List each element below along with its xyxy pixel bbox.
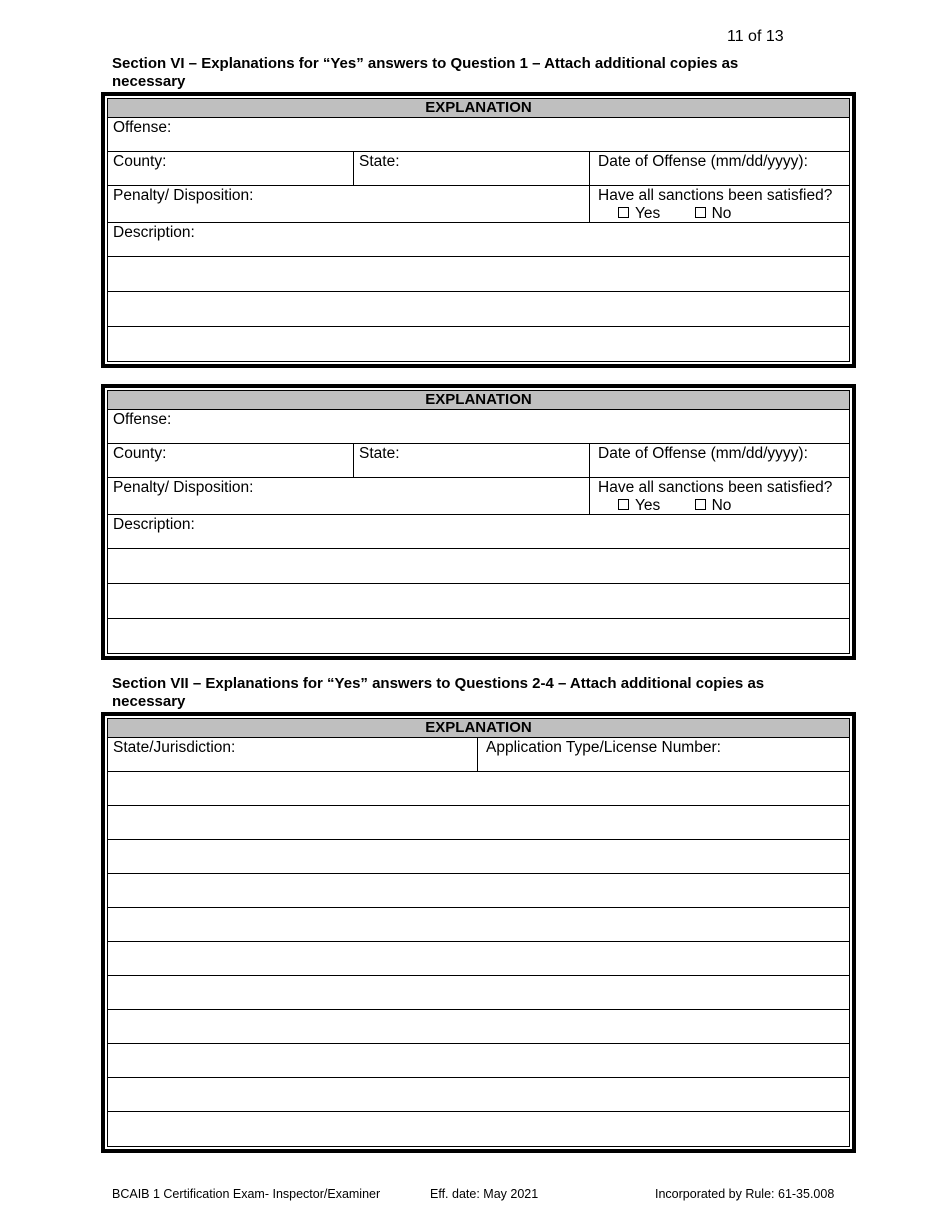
- no-label: No: [711, 205, 732, 222]
- description-label: Description:: [113, 516, 195, 533]
- no-checkbox-icon[interactable]: [695, 207, 706, 218]
- penalty-field[interactable]: [108, 478, 589, 514]
- county-field[interactable]: [108, 152, 353, 185]
- sanctions-label: Have all sanctions been satisfied?: [598, 479, 833, 496]
- yes-label: Yes: [635, 497, 661, 514]
- sanctions-no-option[interactable]: [695, 205, 732, 222]
- explanation-line[interactable]: [108, 840, 849, 873]
- state-label: State:: [359, 445, 400, 462]
- explanation-line[interactable]: [108, 908, 849, 941]
- date-of-offense-label: Date of Offense (mm/dd/yyyy):: [598, 445, 808, 462]
- explanation-header: EXPLANATION: [108, 99, 849, 118]
- description-line[interactable]: [108, 327, 849, 361]
- section-7-title: Section VII – Explanations for “Yes” answers to Questions 2-4 – Attach additional copies as necessary: [112, 675, 765, 710]
- offense-field[interactable]: [108, 410, 849, 443]
- explanation-line[interactable]: [108, 806, 849, 839]
- description-line[interactable]: [108, 549, 849, 583]
- explanation-header: EXPLANATION: [108, 391, 849, 410]
- sanctions-field: [589, 478, 849, 514]
- state-label: State:: [359, 153, 400, 170]
- explanation-header: EXPLANATION: [108, 719, 849, 738]
- sanctions-no-option[interactable]: [695, 497, 732, 514]
- explanation-form-2: [101, 384, 856, 660]
- footer-rule: Incorporated by Rule: 61-35.008: [655, 1187, 835, 1201]
- date-of-offense-label: Date of Offense (mm/dd/yyyy):: [598, 153, 808, 170]
- explanation-line[interactable]: [108, 976, 849, 1009]
- sanctions-field: [589, 186, 849, 222]
- county-field[interactable]: [108, 444, 353, 477]
- state-jurisdiction-label: State/Jurisdiction:: [113, 739, 236, 756]
- no-checkbox-icon[interactable]: [695, 499, 706, 510]
- state-jurisdiction-field[interactable]: [108, 738, 477, 771]
- yes-label: Yes: [635, 205, 661, 222]
- description-line[interactable]: [108, 292, 849, 326]
- county-label: County:: [113, 445, 167, 462]
- sanctions-yes-option[interactable]: [618, 205, 660, 222]
- footer-effective-date: Eff. date: May 2021: [430, 1187, 539, 1201]
- explanation-form-1: [101, 92, 856, 368]
- footer-form-title: BCAIB 1 Certification Exam- Inspector/Examiner: [112, 1187, 381, 1201]
- state-field[interactable]: [353, 444, 589, 477]
- penalty-label: Penalty/ Disposition:: [113, 187, 254, 204]
- page-number: 11 of 13: [727, 28, 784, 45]
- no-label: No: [711, 497, 732, 514]
- description-line[interactable]: [108, 619, 849, 653]
- explanation-line[interactable]: [108, 1112, 849, 1146]
- offense-field[interactable]: [108, 118, 849, 151]
- county-label: County:: [113, 153, 167, 170]
- jurisdiction-explanation-form: [101, 712, 856, 1153]
- penalty-label: Penalty/ Disposition:: [113, 479, 254, 496]
- explanation-line[interactable]: [108, 1010, 849, 1043]
- application-type-field[interactable]: [477, 738, 849, 771]
- application-type-label: Application Type/License Number:: [486, 739, 721, 756]
- explanation-line[interactable]: [108, 772, 849, 805]
- description-label: Description:: [113, 224, 195, 241]
- yes-checkbox-icon[interactable]: [618, 207, 629, 218]
- sanctions-label: Have all sanctions been satisfied?: [598, 187, 833, 204]
- explanation-line[interactable]: [108, 874, 849, 907]
- state-field[interactable]: [353, 152, 589, 185]
- explanation-line[interactable]: [108, 1044, 849, 1077]
- section-6-title: Section VI – Explanations for “Yes” answers to Question 1 – Attach additional copies as necessary: [112, 55, 739, 90]
- date-of-offense-field[interactable]: [589, 152, 849, 185]
- offense-label: Offense:: [113, 411, 172, 428]
- penalty-field[interactable]: [108, 186, 589, 222]
- explanation-line[interactable]: [108, 942, 849, 975]
- yes-checkbox-icon[interactable]: [618, 499, 629, 510]
- offense-label: Offense:: [113, 119, 172, 136]
- description-line[interactable]: [108, 584, 849, 618]
- date-of-offense-field[interactable]: [589, 444, 849, 477]
- sanctions-yes-option[interactable]: [618, 497, 660, 514]
- description-field[interactable]: [108, 223, 849, 256]
- explanation-line[interactable]: [108, 1078, 849, 1111]
- description-line[interactable]: [108, 257, 849, 291]
- description-field[interactable]: [108, 515, 849, 548]
